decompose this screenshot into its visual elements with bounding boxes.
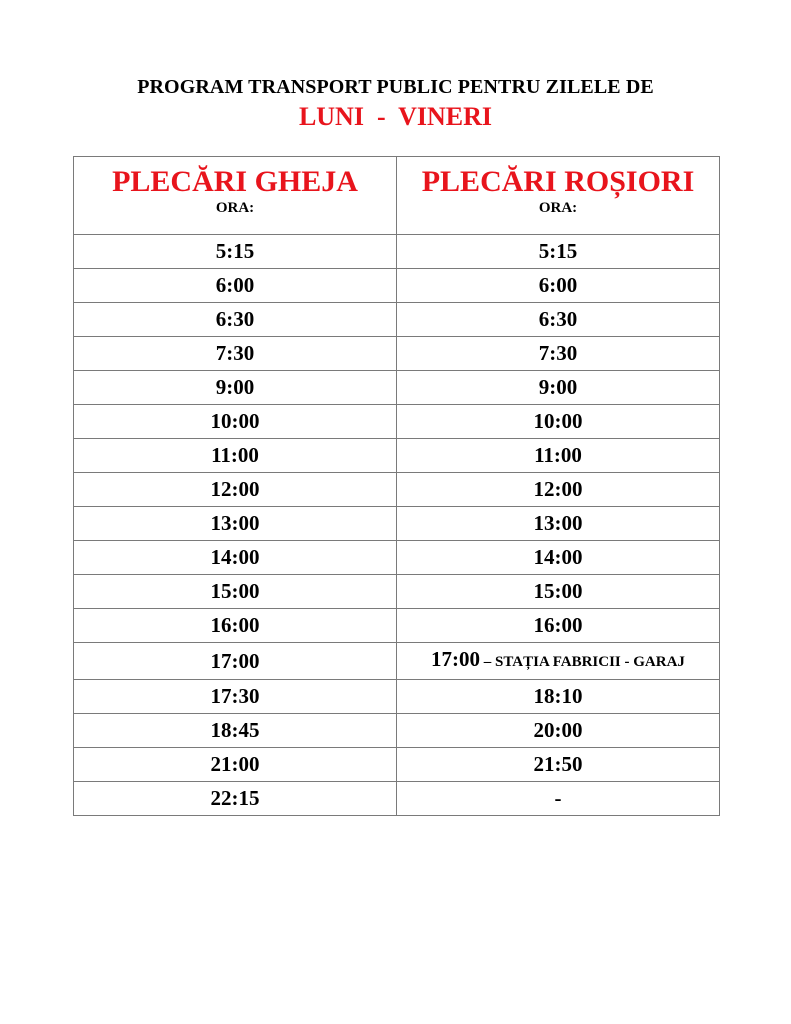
table-row: [74, 235, 720, 269]
departure-time-rosiori: 11:00: [534, 443, 582, 467]
column-header-rosiori: [397, 157, 720, 235]
departure-time-rosiori: 15:00: [533, 579, 583, 603]
table-row: [74, 541, 720, 575]
table-row: [74, 575, 720, 609]
departure-time-rosiori-cell: [397, 714, 720, 748]
departure-time-rosiori: 17:00: [431, 647, 481, 671]
table-row: [74, 782, 720, 816]
departure-time-rosiori: 21:50: [533, 752, 583, 776]
departure-time-rosiori-cell: [397, 575, 720, 609]
table-row: [74, 680, 720, 714]
schedule-body: [74, 235, 720, 816]
departure-time-rosiori-cell: [397, 473, 720, 507]
table-row: [74, 405, 720, 439]
departure-time-rosiori: 7:30: [538, 341, 578, 365]
departure-time-rosiori-cell: [397, 680, 720, 714]
departure-time-rosiori: 18:10: [533, 684, 583, 708]
table-row: [74, 714, 720, 748]
departure-time-rosiori-cell: [397, 782, 720, 816]
departure-note: – STAȚIA FABRICII - GARAJ: [480, 654, 685, 670]
departure-time-gheja: 5:15: [74, 235, 397, 269]
table-row: [74, 303, 720, 337]
departure-time-gheja: 22:15: [74, 782, 397, 816]
departure-time-rosiori: -: [554, 786, 562, 810]
column-subtitle-gheja: ORA:: [215, 200, 255, 216]
departure-time-rosiori: 10:00: [533, 409, 583, 433]
departure-time-rosiori: 13:00: [533, 511, 583, 535]
departure-time-rosiori: 5:15: [538, 239, 578, 263]
departure-time-rosiori: 6:30: [538, 307, 578, 331]
departure-time-rosiori: 9:00: [538, 375, 578, 399]
departure-time-rosiori-cell: [397, 371, 720, 405]
table-row: [74, 439, 720, 473]
schedule-table: [73, 156, 720, 816]
table-row: [74, 269, 720, 303]
departure-time-gheja: 12:00: [74, 473, 397, 507]
departure-time-rosiori-cell: [397, 235, 720, 269]
table-row: [74, 643, 720, 680]
table-row: [74, 473, 720, 507]
table-row: [74, 371, 720, 405]
departure-time-gheja: 10:00: [74, 405, 397, 439]
departure-time-rosiori-cell: [397, 303, 720, 337]
departure-time-gheja: 17:00: [74, 643, 397, 680]
departure-time-gheja: 7:30: [74, 337, 397, 371]
departure-time-rosiori-cell: [397, 541, 720, 575]
table-row: [74, 507, 720, 541]
departure-time-rosiori-cell: [397, 609, 720, 643]
departure-time-gheja: 21:00: [74, 748, 397, 782]
departure-time-rosiori-cell: [397, 748, 720, 782]
departure-time-gheja: 6:30: [74, 303, 397, 337]
departure-time-gheja: 14:00: [74, 541, 397, 575]
page-title: PROGRAM TRANSPORT PUBLIC PENTRU ZILELE DE: [137, 76, 654, 98]
departure-time-rosiori: 12:00: [533, 477, 583, 501]
column-title-rosiori: PLECĂRI ROȘIORI: [421, 165, 695, 198]
table-row: [74, 609, 720, 643]
departure-time-rosiori: 16:00: [533, 613, 583, 637]
column-title-gheja: PLECĂRI GHEJA: [112, 165, 358, 198]
table-row: [74, 337, 720, 371]
departure-time-gheja: 16:00: [74, 609, 397, 643]
departure-time-gheja: 18:45: [74, 714, 397, 748]
departure-time-rosiori: 6:00: [538, 273, 578, 297]
departure-time-gheja: 13:00: [74, 507, 397, 541]
departure-time-gheja: 11:00: [74, 439, 397, 473]
departure-time-rosiori: 20:00: [533, 718, 583, 742]
departure-time-rosiori-cell: [397, 507, 720, 541]
table-header-row: [74, 157, 720, 235]
column-header-gheja: [74, 157, 397, 235]
departure-time-gheja: 6:00: [74, 269, 397, 303]
departure-time-rosiori-cell: [397, 269, 720, 303]
table-row: [74, 748, 720, 782]
departure-time-gheja: 9:00: [74, 371, 397, 405]
departure-time-gheja: 15:00: [74, 575, 397, 609]
departure-time-rosiori-cell: [397, 405, 720, 439]
column-subtitle-rosiori: ORA:: [538, 200, 578, 216]
page-subtitle-days: LUNI - VINERI: [298, 102, 493, 131]
departure-time-gheja: 17:30: [74, 680, 397, 714]
departure-time-rosiori-cell: [397, 643, 720, 680]
departure-time-rosiori-cell: [397, 439, 720, 473]
departure-time-rosiori: 14:00: [533, 545, 583, 569]
departure-time-rosiori-cell: [397, 337, 720, 371]
